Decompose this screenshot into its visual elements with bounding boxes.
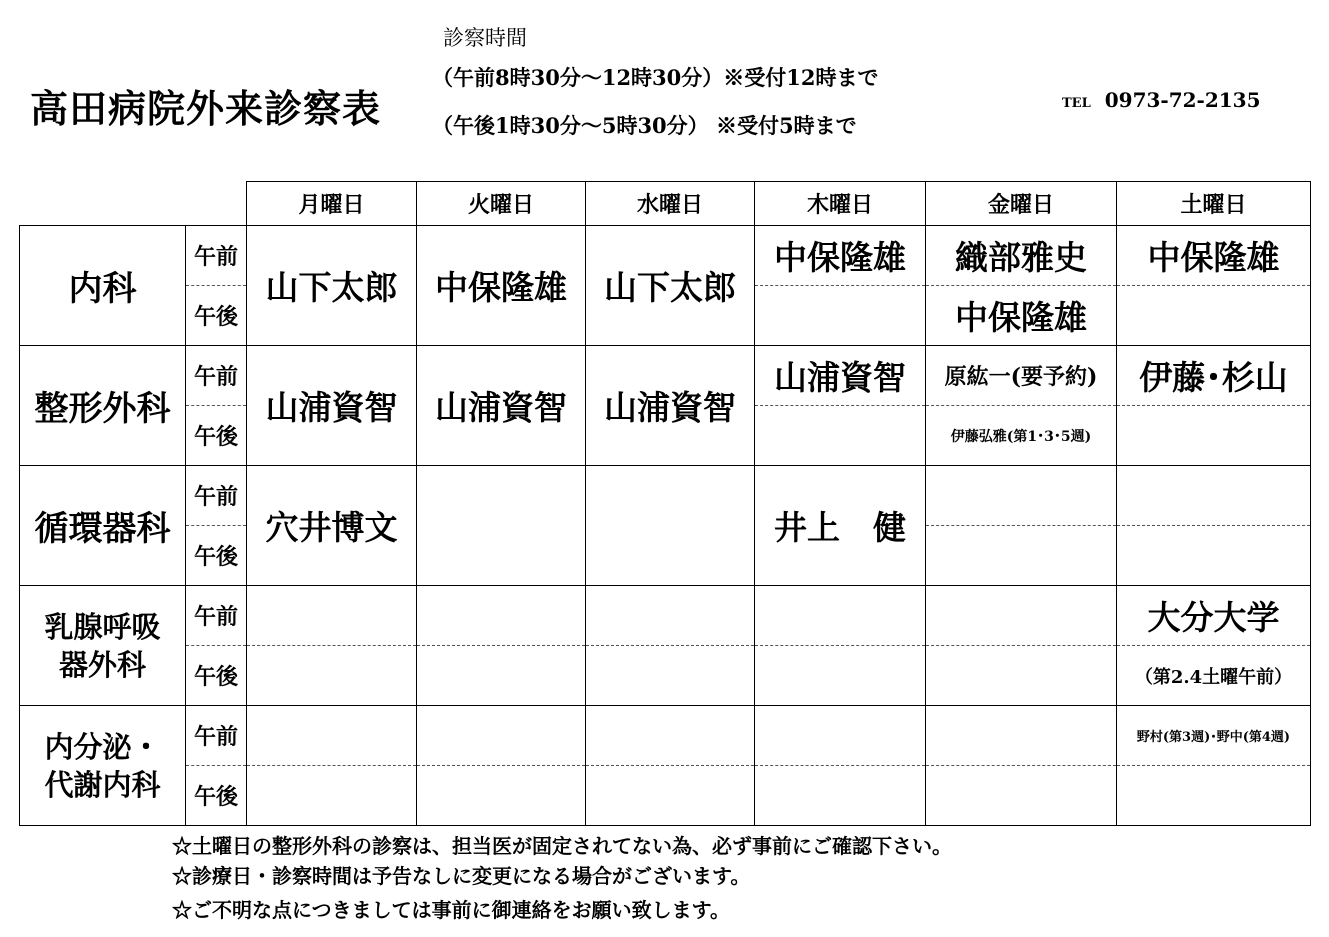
- cell-naika-fri-pm: 中保隆雄: [926, 286, 1117, 346]
- cell-naibunpi-wed-pm: [586, 766, 755, 826]
- row-nyusen-pm: [20, 646, 1311, 706]
- schedule-table: [19, 225, 1311, 826]
- cell-junkanki-sat-am: [1117, 466, 1311, 526]
- cell-seikei-sat-am: 伊藤･杉山: [1117, 346, 1311, 406]
- cell-seikei-thu-pm: [755, 406, 926, 466]
- row-naika-am: [20, 226, 1311, 286]
- cell-naika-wed: 山下太郎: [586, 226, 755, 346]
- cell-nyusen-tue-pm: [417, 646, 586, 706]
- slot-pm: 午後: [186, 526, 247, 586]
- cell-junkanki-mon: 穴井博文: [247, 466, 417, 586]
- cell-naika-thu-pm: [755, 286, 926, 346]
- cell-naibunpi-thu-am: [755, 706, 926, 766]
- cell-nyusen-wed-am: [586, 586, 755, 646]
- cell-nyusen-fri-pm: [926, 646, 1117, 706]
- cell-nyusen-mon-am: [247, 586, 417, 646]
- cell-naibunpi-mon-am: [247, 706, 417, 766]
- cell-naika-sat-pm: [1117, 286, 1311, 346]
- dept-nyusen-line2: 器外科: [58, 647, 146, 682]
- cell-nyusen-wed-pm: [586, 646, 755, 706]
- cell-junkanki-sat-pm: [1117, 526, 1311, 586]
- day-tue: 火曜日: [417, 182, 586, 226]
- slot-am: 午前: [186, 706, 247, 766]
- cell-nyusen-sat-am: 大分大学: [1117, 586, 1311, 646]
- cell-junkanki-wed: [586, 466, 755, 586]
- slot-am: 午前: [186, 226, 247, 286]
- afternoon-hours: （午後1時30分～5時30分） ※受付5時まで: [432, 113, 857, 138]
- note-3: ☆ご不明な点につきましては事前に御連絡をお願い致します。: [172, 898, 730, 922]
- slot-pm: 午後: [186, 286, 247, 346]
- day-thu: 木曜日: [755, 182, 926, 226]
- cell-naibunpi-sat-am: 野村(第3週)･野中(第4週): [1117, 706, 1311, 766]
- cell-seikei-mon: 山浦資智: [247, 346, 417, 466]
- cell-naika-fri-am: 織部雅史: [926, 226, 1117, 286]
- cell-junkanki-tue: [417, 466, 586, 586]
- dept-nyusen: [20, 586, 186, 706]
- cell-junkanki-fri-am: [926, 466, 1117, 526]
- cell-seikei-thu-am: 山浦資智: [755, 346, 926, 406]
- cell-seikei-tue: 山浦資智: [417, 346, 586, 466]
- day-sat: 土曜日: [1117, 182, 1311, 226]
- row-seikei-am: [20, 346, 1311, 406]
- cell-naika-sat-am: 中保隆雄: [1117, 226, 1311, 286]
- slot-am: 午前: [186, 346, 247, 406]
- note-2: ☆診療日・診察時間は予告なしに変更になる場合がございます。: [172, 864, 751, 888]
- page-title: 高田病院外来診察表: [30, 86, 382, 131]
- morning-hours: （午前8時30分～12時30分）※受付12時まで: [432, 65, 879, 90]
- slot-pm: 午後: [186, 766, 247, 826]
- row-naibunpi-pm: [20, 766, 1311, 826]
- day-header-row: [247, 182, 1311, 226]
- dept-naibunpi-line1: 内分泌・: [44, 729, 161, 764]
- cell-nyusen-fri-am: [926, 586, 1117, 646]
- row-naibunpi-am: [20, 706, 1311, 766]
- cell-naibunpi-tue-am: [417, 706, 586, 766]
- dept-naibunpi: [20, 706, 186, 826]
- day-mon: 月曜日: [247, 182, 417, 226]
- cell-naibunpi-tue-pm: [417, 766, 586, 826]
- slot-am: 午前: [186, 466, 247, 526]
- cell-naibunpi-mon-pm: [247, 766, 417, 826]
- day-wed: 水曜日: [586, 182, 755, 226]
- day-header-table: [246, 181, 1311, 226]
- dept-nyusen-line1: 乳腺呼吸: [44, 609, 161, 644]
- cell-naika-tue: 中保隆雄: [417, 226, 586, 346]
- note-1: ☆土曜日の整形外科の診察は、担当医が固定されてない為、必ず事前にご確認下さい。: [172, 834, 952, 858]
- slot-am: 午前: [186, 586, 247, 646]
- cell-nyusen-thu-am: [755, 586, 926, 646]
- dept-naibunpi-line2: 代謝内科: [44, 767, 161, 802]
- cell-nyusen-mon-pm: [247, 646, 417, 706]
- cell-naibunpi-fri-am: [926, 706, 1117, 766]
- cell-nyusen-tue-am: [417, 586, 586, 646]
- slot-pm: 午後: [186, 406, 247, 466]
- tel-value: 0973-72-2135: [1104, 88, 1261, 112]
- cell-junkanki-thu: 井上 健: [755, 466, 926, 586]
- slot-pm: 午後: [186, 646, 247, 706]
- cell-seikei-wed: 山浦資智: [586, 346, 755, 466]
- cell-naika-thu-am: 中保隆雄: [755, 226, 926, 286]
- cell-seikei-fri-am: 原紘一(要予約): [926, 346, 1117, 406]
- dept-junkanki: 循環器科: [20, 466, 186, 586]
- row-nyusen-am: [20, 586, 1311, 646]
- cell-naibunpi-fri-pm: [926, 766, 1117, 826]
- consultation-hours-label: 診察時間: [443, 26, 527, 50]
- cell-junkanki-fri-pm: [926, 526, 1117, 586]
- dept-naika: 内科: [20, 226, 186, 346]
- cell-nyusen-sat-pm: （第2.4土曜午前）: [1117, 646, 1311, 706]
- row-junkanki-am: [20, 466, 1311, 526]
- cell-naibunpi-thu-pm: [755, 766, 926, 826]
- cell-seikei-fri-pm: 伊藤弘雅(第1･3･5週): [926, 406, 1117, 466]
- tel-mark: TEL: [1062, 96, 1091, 111]
- cell-naibunpi-sat-pm: [1117, 766, 1311, 826]
- dept-seikei: 整形外科: [20, 346, 186, 466]
- phone-number: [1062, 88, 1261, 112]
- cell-naika-mon: 山下太郎: [247, 226, 417, 346]
- day-fri: 金曜日: [926, 182, 1117, 226]
- cell-naibunpi-wed-am: [586, 706, 755, 766]
- cell-nyusen-thu-pm: [755, 646, 926, 706]
- cell-seikei-sat-pm: [1117, 406, 1311, 466]
